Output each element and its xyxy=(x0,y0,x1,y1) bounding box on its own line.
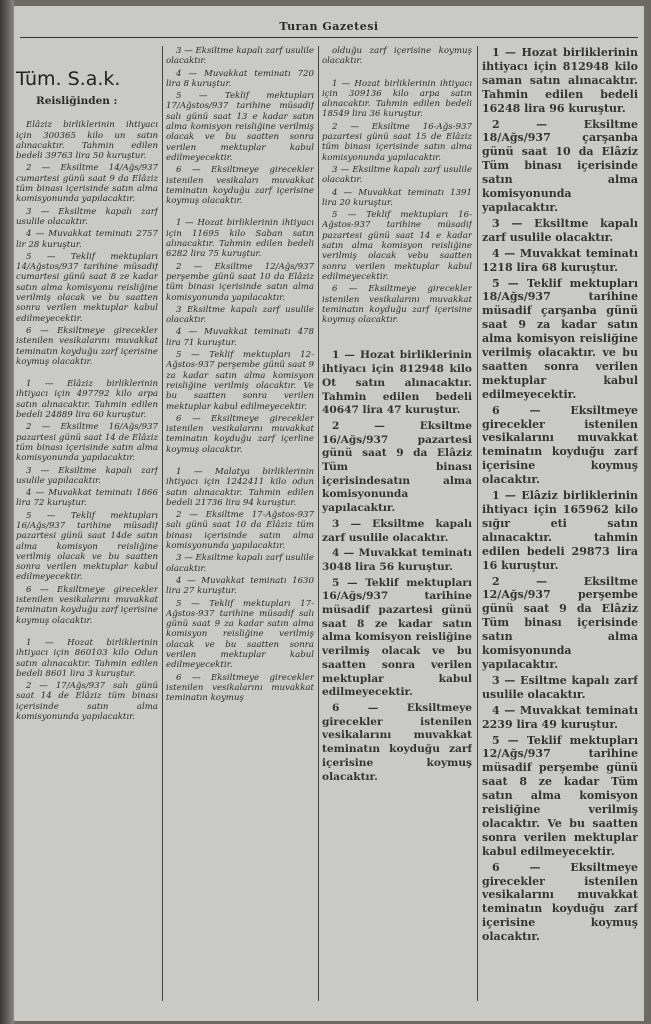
newspaper-header: Turan Gazetesi xyxy=(279,20,379,33)
announcement-paragraph: 2 — Eksiltme 16/Ağs/937 pazartesi günü saat 14 de Elâziz tüm binası içerisinde satın alma komisyonunda yapılacaktır. xyxy=(16,422,158,464)
announcement-paragraph: 6 — Eksiltmeye girecekler istenilen vesikalarını muvakkat teminatın koyduğu zarf içerisine koymuş olacaktır. xyxy=(322,702,472,783)
announcement-paragraph: 6 — Eksiltmeye girecekler istenilen vesikalarını muvakkat teminatın koyduğu zarf içerisine koymuş olacaktır. xyxy=(322,284,472,326)
column-divider xyxy=(477,46,478,1001)
section-gap xyxy=(166,208,314,218)
announcement-paragraph: olduğu zarf içerisine koymuş olacaktır. xyxy=(322,46,472,67)
announcement-paragraph: 5 — Teklif mektupları 16/Ağs/937 tarihine müsadif pazartesi günü saat 14de satın alma komisyon reisliğine verilmiş olacak ve bu saatten sonra verilen mektuplar kabul edilmeyecektir. xyxy=(16,510,158,583)
brand-subtitle: Reisliğinden : xyxy=(36,95,118,107)
announcement-paragraph: 2 — Eksiltme 16-Ağs-937 pazartesi günü saat 15 de Elâziz tüm binası içerisinde satın alma komisyonunda yapılacaktır. xyxy=(322,121,472,163)
announcement-paragraph: 1 — Hozat birliklerinin ihtiyacı için 812948 kilo Ot satın alınacaktır. Tahmin edilen bedeli 40647 lira 47 kuruştur. xyxy=(322,349,472,417)
announcement-paragraph: 2 — Eksiltme 17-Ağstos-937 salı günü saat 10 da Elâziz tüm binası içerisinde satın alma komisyonunda yapılacaktır. xyxy=(166,510,314,552)
announcement-paragraph: 6 — Eksiltmeye girecekler istenilen vesikalarını muvakkat teminatın koyduğu zarf içerisine koymuş olacaktır. xyxy=(482,403,638,487)
announcement-paragraph: 3 — Eksiltme kapalı zarf usulile olacaktır. xyxy=(322,164,472,186)
announcement-paragraph: 2 — Eksiltme 12/Ağs/937 perşembe günü saat 10 da Elâziz tüm binası içerisinde satın alma komisyonunda yapılacaktır. xyxy=(166,261,314,303)
binding-spine xyxy=(0,0,14,1024)
section-gap xyxy=(16,628,158,638)
announcement-paragraph: 5 — Teklif mektupları 14/Ağstos/937 tarihine müsadif cumartesi günü saat 8 ze kadar satın alma komisyonu reisliğine verilmiş olacak ve bu saatten sonra verilen mektuplar kabul edilmeyecektir. xyxy=(16,251,158,324)
announcement-paragraph: 3 — Eksiltme kapalı zarf usulile olacaktır. xyxy=(482,216,638,244)
announcement-paragraph: 1 — Hozat birliklerinin ihtiyacı için 309136 kilo arpa satın alınacaktır. Tahmin edilen bedeli 18549 lira 36 kuruştur. xyxy=(322,78,472,120)
announcement-paragraph: 4 — Muvakkat teminatı 1866 lira 72 kuruştur. xyxy=(16,488,158,509)
announcement-paragraph: 2 — Eksiltme 18/Ağs/937 çarşanba günü saat 10 da Elâziz Tüm binası içerisinde satın alma komisyonunda yapılacaktır. xyxy=(482,117,638,214)
brand-title: Tüm. S.a.k. xyxy=(16,68,121,90)
announcement-paragraph: 4 — Muvakkat teminatı 3048 lira 56 kuruştur. xyxy=(322,547,472,573)
section-gap xyxy=(16,369,158,379)
announcement-paragraph: 2 — Eksiltme 14/Ağs/937 cumartesi günü saat 9 da Elâziz tüm binası içerisinde satın alma komisyonunda yapılacaktır. xyxy=(16,163,158,205)
announcement-paragraph: 4 — Muvakkat teminatı 2239 lira 49 kuruştur. xyxy=(482,703,638,731)
column-2-body xyxy=(166,46,314,704)
header-rule xyxy=(20,37,638,38)
newspaper-page xyxy=(14,6,644,1021)
announcement-paragraph: Elâziz birliklerinin ihtiyacı için 300365 kilo un satın alınacaktır. Tahmin edilen bedeli 39763 lira 50 kuruştur. xyxy=(16,120,158,162)
column-4-body xyxy=(482,46,638,944)
announcement-paragraph: 6 — Eksiltmeye girecekler istenilen vesikalarını muvakkat teminatın koyduğu zarf içerisine koymuş olacaktır. xyxy=(16,325,158,367)
announcement-paragraph: 5 — Teklif mektupları 17-Ağstos-937 tarihine müsadif salı günü saat 9 za kadar satın alma komisyon reisliğine verilmiş olacak ve bu saatten sonra verilen mektuplar kabul edilmeyecektir. xyxy=(166,598,314,671)
section-gap xyxy=(322,69,472,79)
section-gap xyxy=(166,457,314,467)
announcement-paragraph: 4 — Muvakkat teminatı 2757 lir 28 kuruştur. xyxy=(16,229,158,250)
announcement-paragraph: 3 — Eksiltme kapalı zarf usulile yapılacaktır. xyxy=(16,465,158,486)
announcement-paragraph: 1 — Hozat birliklerinin ihtiyacı için 860103 kilo Odun satın alınacaktır. Tahmin edilen bedeli 8601 lira 3 kuruştur. xyxy=(16,637,158,679)
announcement-paragraph: 3 Eksiltme kapalı zarf usulile olacaktır. xyxy=(166,304,314,326)
announcement-paragraph: 3 — Eksiltme kapalı zarf usulile olacaktır. xyxy=(16,206,158,227)
announcement-paragraph: 1 — Hozat birliklerinin ihtiyacı için 812948 kilo saman satın alınacaktır. Tahmin edilen bedeli 16248 lira 96 kuruştur. xyxy=(482,46,638,115)
announcement-paragraph: 6 — Eksiltmeye girecekler istenilen vesikalarını muvakkat teminatın koymuş xyxy=(166,672,314,704)
announcement-paragraph: 1 — Hozat birliklerinin ihtiyacı için 11695 kilo Saban satın alınacaktır. Tahmin edilen bedeli 6282 lira 75 kuruştur. xyxy=(166,218,314,260)
column-1 xyxy=(16,46,158,1016)
announcement-paragraph: 3 — Eksiltme kapalı zarf usulile olacaktır. xyxy=(166,46,314,67)
announcement-paragraph: 4 — Muvakkat teminatı 478 lira 71 kuruştur. xyxy=(166,327,314,348)
announcement-paragraph: 5 — Teklif mektupları 18/Ağs/937 tarihine müsadif çarşanba günü saat 9 za kadar satın alma komisyon reisliğine verilmiş olacaktır. ve bu saatten sonra verilen mektuplar kabul edilmeyecektir. xyxy=(482,276,638,401)
column-2 xyxy=(166,46,314,1006)
announcement-paragraph: 4 — Muvakkat teminatı 1391 lira 20 kuruştur. xyxy=(322,187,472,208)
column-divider xyxy=(162,46,163,1001)
column-3 xyxy=(322,46,472,1006)
column-3-small-text xyxy=(322,46,472,325)
announcement-paragraph: 3 — Eksiltme kapalı zarf usulile olacaktır. xyxy=(322,517,472,544)
announcement-paragraph: 5 — Teklif mektupları 17/Ağstos/937 tarihine müsadif salı günü saat 13 e kadar satın alma komisyon reisliğine verilmiş olacak ve bu saatten sonra verilen mektuplar kabul edilmeyecektir. xyxy=(166,91,314,163)
announcement-paragraph: 5 — Teklif mektupları 12/Ağs/937 tarihine müsadif perşembe günü saat 8 ze kadar Tüm satın alma komisyon reisliğine verilmiş olacaktır. Ve bu saatten sonra verilen mektuplar kabul edilmeyecektir. xyxy=(482,733,638,858)
announcement-paragraph: 6 — Eksiltmeye girecekler istenilen vesikaları muvakkat teminatın koyduğu zarf içerisine koymuş olacaktır. xyxy=(166,165,314,207)
announcement-paragraph: 1 — Elâziz birliklerinin ihtiyacı için 497792 kilo arpa satın alınacaktır. Tahmin edilen bedeli 24889 lira 60 kuruştur. xyxy=(16,379,158,421)
announcement-paragraph: 5 — Teklif mektupları 16/Ağs/937 tarihine müsadif pazartesi günü saat 8 ze kadar satın alma komisyon reisliğine verilmiş olacak ve bu saatten sonra verilen mektuplar kabul edilmeyecektir. xyxy=(322,576,472,699)
announcement-paragraph: 5 — Teklif mektupları 12-Ağstos-937 perşembe günü saat 9 za kadar satın alma komisyon reisliğine verilmiş olacaktır. Ve bu saatten sonra verilen mektuplar kabul edilmeyecektir. xyxy=(166,350,314,412)
announcement-paragraph: 2 — Eksiltme 16/Ağs/937 pazartesi günü saat 9 da Elâziz Tüm binası içerisindesatın alma komisyonunda yapılacaktır. xyxy=(322,419,472,515)
announcement-paragraph: 6 — Eksiltmeye girecekler istenilen vesikalarını muvakkat teminatın koyduğu zarf içerline koymuş olacaktır. xyxy=(166,413,314,455)
announcement-paragraph: 6 — Eksiltmeye girecekler istenilen vesikalarını muvakkat teminatın koyduğu zarf içerisine koymuş olacaktır. xyxy=(482,860,638,944)
announcement-paragraph: 4 — Muvakkat teminatı 720 lira 8 kuruştur. xyxy=(166,68,314,89)
column-1-body xyxy=(16,120,158,722)
announcement-paragraph: 4 — Muvakkat teminatı 1630 lira 27 kuruştur. xyxy=(166,575,314,597)
announcement-paragraph: 3 — Esiltme kapalı zarf usulile olacaktır. xyxy=(482,673,638,701)
column-3-large-text xyxy=(322,349,472,784)
announcement-paragraph: 2 — 17/Ağs/937 salı günü saat 14 de Elâziz tüm binası içerisinde satın alma komisyonunda yapılacaktır. xyxy=(16,681,158,723)
announcement-paragraph: 3 — Eksiltme kapalı zarf usulile olacaktır. xyxy=(166,553,314,574)
column-divider xyxy=(318,46,319,1001)
announcement-paragraph: 5 — Teklif mektupları 16-Ağstos-937 tarihine müsadif pazartesi günü saat 14 e kadar satın alma komisyon reisliğine verilmiş olacak vebu saatten sonra verilen mektuplar kabul edilmeyecektir. xyxy=(322,210,472,282)
announcement-paragraph: 6 — Eksiltmeye girecekler istenilen vesikalarını muvakkat teminatın koyduğu zarf içerisine koymuş olacaktır. xyxy=(16,584,158,626)
announcement-paragraph: 1 — Elâziz birliklerinin ihtiyacı için 165962 kilo sığır eti satın alınacaktır. tahmin edilen bedeli 29873 lira 16 kuruştur. xyxy=(482,489,638,572)
column-4 xyxy=(482,46,638,1006)
announcement-paragraph: 2 — Eksiltme 12/Ağs/937 perşembe günü saat 9 da Elâziz Tüm binası içerisinde satın alma komisyonunda yapılacaktır. xyxy=(482,574,638,671)
announcement-paragraph: 1 — Malatya birliklerinin ihtiyacı için 1242411 kilo odun satın alınacaktır. Tahmin edilen bedeli 21736 lira 94 kuruştur. xyxy=(166,466,314,508)
announcement-paragraph: 4 — Muvakkat teminatı 1218 lira 68 kuruştur. xyxy=(482,246,638,274)
